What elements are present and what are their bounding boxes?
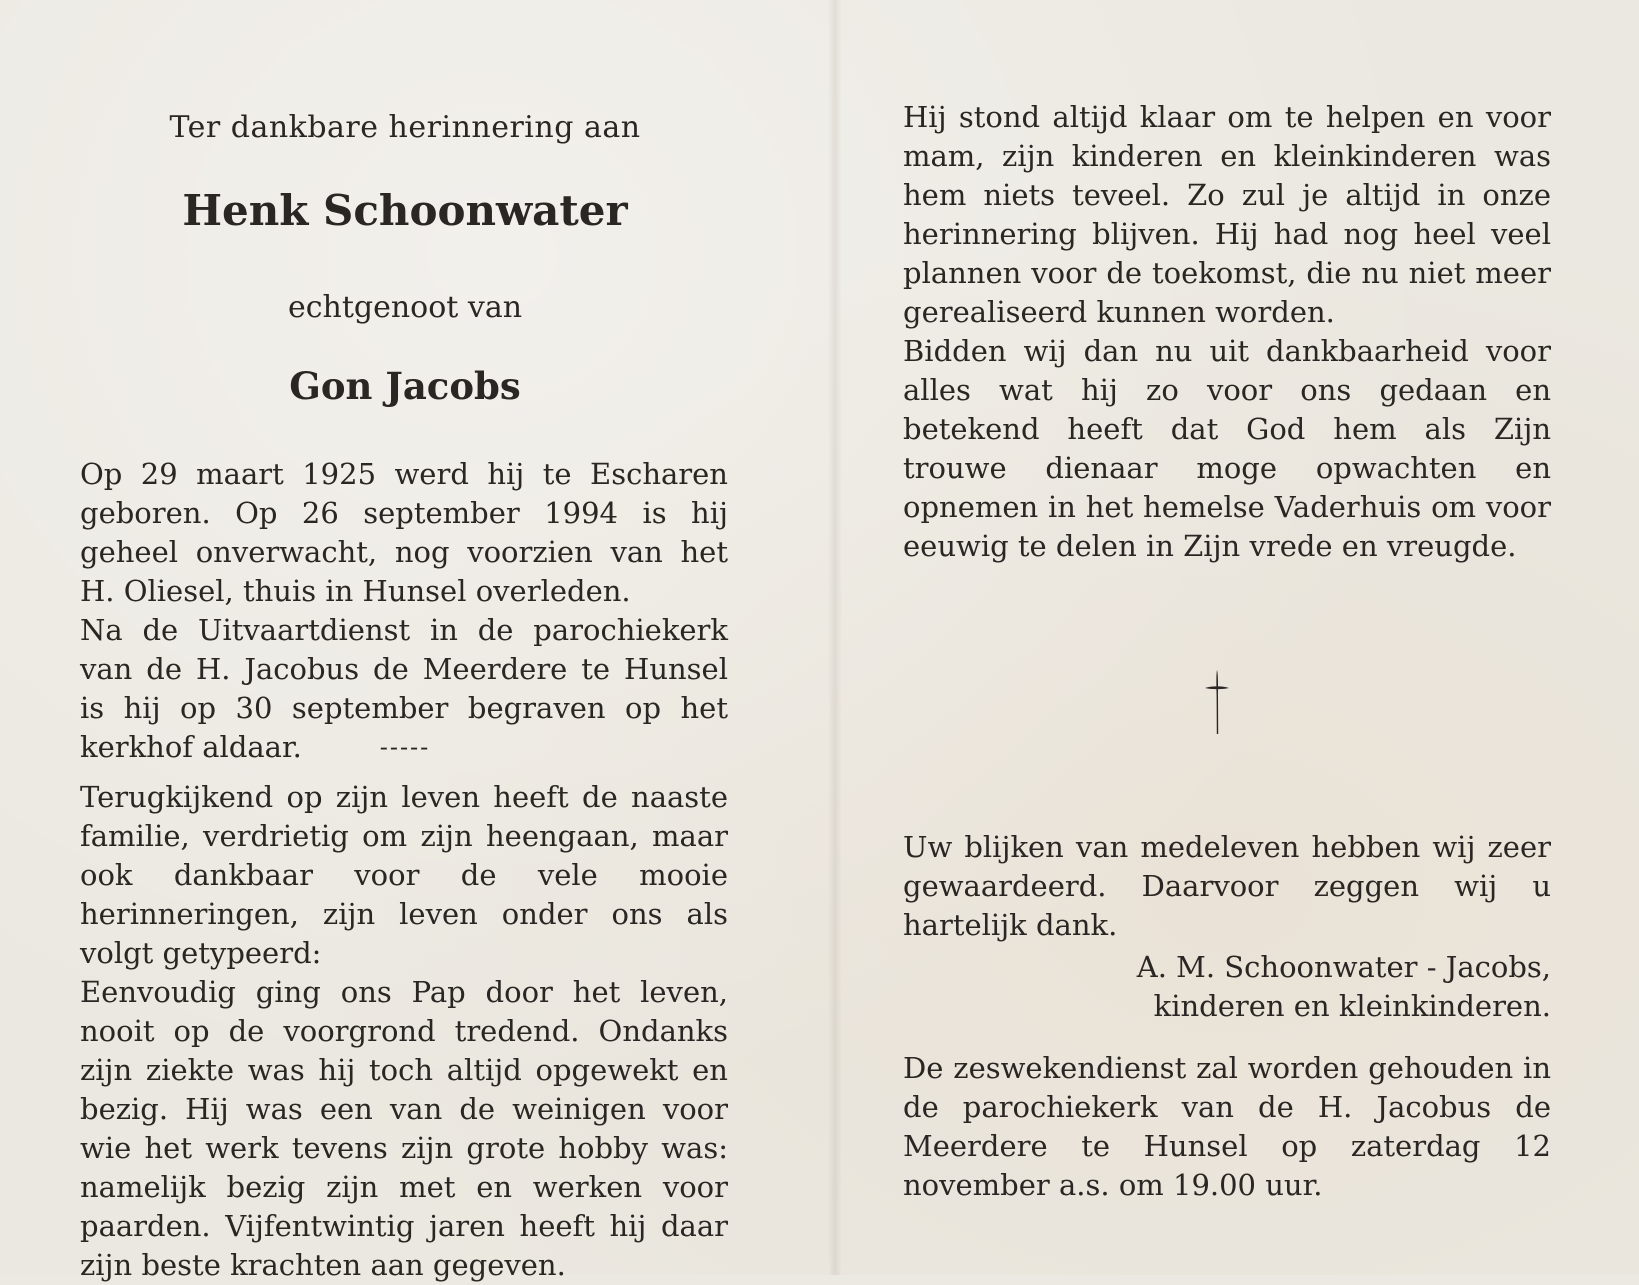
character-paragraph: Terugkijkend op zijn leven heeft de naaste familie, verdrietig om zijn heengaan, maar ook dankbaar voor de vele mooie herinneringen, zijn leven onder ons als volgt getypeerd: Eenvoudig ging ons Pap door het leven, nooit op de voorgrond tredend. Ondanks zijn ziekte was hij toch altijd opgewekt en bezig. Hij was een van de weinigen voor wie het werk tevens zijn grote hobby was: namelijk bezig zijn met en werken voor paarden. Vijfentwintig jaren heeft hij daar zijn beste krachten aan gegeven. bbox=[80, 780, 728, 1282]
signature-block bbox=[903, 948, 1551, 1026]
cross-icon bbox=[1197, 668, 1237, 736]
signature-line-1: A. M. Schoonwater - Jacobs, bbox=[1136, 950, 1551, 984]
spouse-name: Gon Jacobs bbox=[289, 364, 521, 408]
service-notice: De zeswekendienst zal worden gehouden in de parochiekerk van de H. Jacobus de Meerdere te Hunsel op zaterdag 12 november a.s. om 19.00 uur. bbox=[903, 1051, 1551, 1202]
thanks-paragraph: Uw blijken van medeleven hebben wij zeer gewaardeerd. Daarvoor zeggen wij u hartelijk dank. bbox=[903, 830, 1551, 942]
intro-line: Ter dankbare herinnering aan bbox=[169, 110, 641, 145]
card-fold bbox=[828, 0, 842, 1275]
remembrance-paragraph: Hij stond altijd klaar om te helpen en voor mam, zijn kinderen en kleinkinderen was hem niets teveel. Zo zul je altijd in onze herinnering blijven. Hij had nog heel veel plannen voor de toekomst, die nu niet meer gerealiseerd kunnen worden. Bidden wij dan nu uit dankbaarheid voor alles wat hij zo voor ons gedaan en betekend heeft dat God hem als Zijn trouwe dienaar moge opwachten en opnemen in het hemelse Vaderhuis om voor eeuwig te delen in Zijn vrede en vreugde. bbox=[903, 100, 1551, 563]
deceased-name: Henk Schoonwater bbox=[182, 186, 628, 235]
signature-line-2: kinderen en kleinkinderen. bbox=[1153, 989, 1551, 1023]
spouse-intro: echtgenoot van bbox=[287, 290, 523, 325]
life-dates-paragraph: Op 29 maart 1925 werd hij te Escharen geboren. Op 26 september 1994 is hij geheel onverwacht, nog voorzien van het H. Oliesel, thuis in Hunsel overleden. Na de Uitvaartdienst in de parochiekerk van de H. Jacobus de Meerdere te Hunsel is hij op 30 september begraven op het kerkhof aldaar. bbox=[80, 457, 728, 764]
separator: ----- bbox=[379, 733, 431, 761]
